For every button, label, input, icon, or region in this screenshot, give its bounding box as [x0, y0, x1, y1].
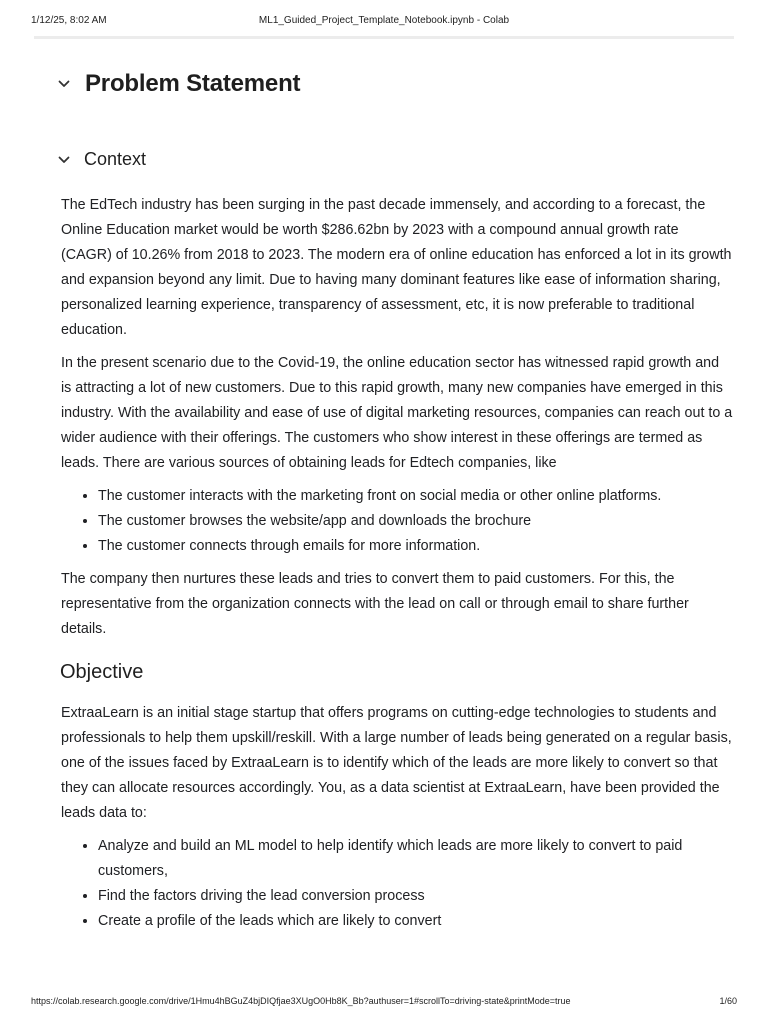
- print-document-title: ML1_Guided_Project_Template_Notebook.ipynb - Colab: [258, 15, 510, 26]
- list-item: • Analyze and build an ML model to help identify which leads are more likely to convert to paid customers,: [98, 834, 733, 884]
- chevron-down-icon[interactable]: [55, 151, 73, 169]
- chevron-down-icon[interactable]: [55, 75, 73, 93]
- page-number: 1/60: [719, 996, 737, 1006]
- section-header-context: [55, 149, 146, 170]
- header-divider: [34, 36, 734, 39]
- lead-sources-list: [61, 484, 733, 559]
- context-paragraph: In the present scenario due to the Covid-19, the online education sector has witnessed rapid growth and is attracting a lot of new customers. Due to this rapid growth, many new companies have emerged in this industry. With the availability and ease of use of digital marketing resources, companies can reach out to a wider audience with their offerings. The customers who show interest in these offerings are termed as leads. There are various sources of obtaining leads for Edtech companies, like: [61, 355, 733, 471]
- context-closing-paragraph: The company then nurtures these leads and tries to convert them to paid customers. For this, the representative from the organization connects with the lead on call or through email to share further details.: [61, 571, 689, 637]
- list-item: • The customer browses the website/app and downloads the brochure: [98, 509, 733, 534]
- print-footer: [31, 996, 737, 1008]
- context-paragraph: The EdTech industry has been surging in the past decade immensely, and according to a forecast, the Online Education market would be worth $286.62bn by 2023 with a compound annual growth rate (CAGR) of 10.26% from 2018 to 2023. The modern era of online education has enforced a lot in its growth and expansion beyond any limit. Due to having many dominant features like ease of information sharing, personalized learning experience, transparency of assessment, etc, it is now preferable to traditional education.: [61, 197, 732, 338]
- list-item: • Create a profile of the leads which are likely to convert: [98, 909, 733, 934]
- objective-list: [61, 834, 733, 934]
- section-header-problem-statement: [55, 70, 300, 98]
- objective-heading: Objective: [60, 661, 144, 683]
- list-item: • The customer interacts with the marketing front on social media or other online platforms.: [98, 484, 733, 509]
- markdown-cell: [61, 193, 733, 942]
- section-title: Problem Statement: [85, 70, 301, 97]
- list-item: • Find the factors driving the lead conversion process: [98, 884, 733, 909]
- print-url: https://colab.research.google.com/drive/1Hmu4hBGuZ4bjDIQfjae3XUgO0Hb8K_Bb?authuser=1#scrollTo=driving-state&printMode=true: [31, 996, 571, 1006]
- objective-paragraph: ExtraaLearn is an initial stage startup that offers programs on cutting-edge technologies to students and professionals to help them upskill/reskill. With a large number of leads being generated on a regular basis, one of the issues faced by ExtraaLearn is to identify which of the leads are more likely to convert so that they can allocate resources accordingly. You, as a data scientist at ExtraaLearn, have been provided the leads data to:: [61, 705, 732, 821]
- print-datetime: 1/12/25, 8:02 AM: [31, 15, 107, 26]
- subsection-title: Context: [84, 149, 147, 169]
- list-item: • The customer connects through emails for more information.: [98, 534, 733, 559]
- print-header: [31, 15, 737, 29]
